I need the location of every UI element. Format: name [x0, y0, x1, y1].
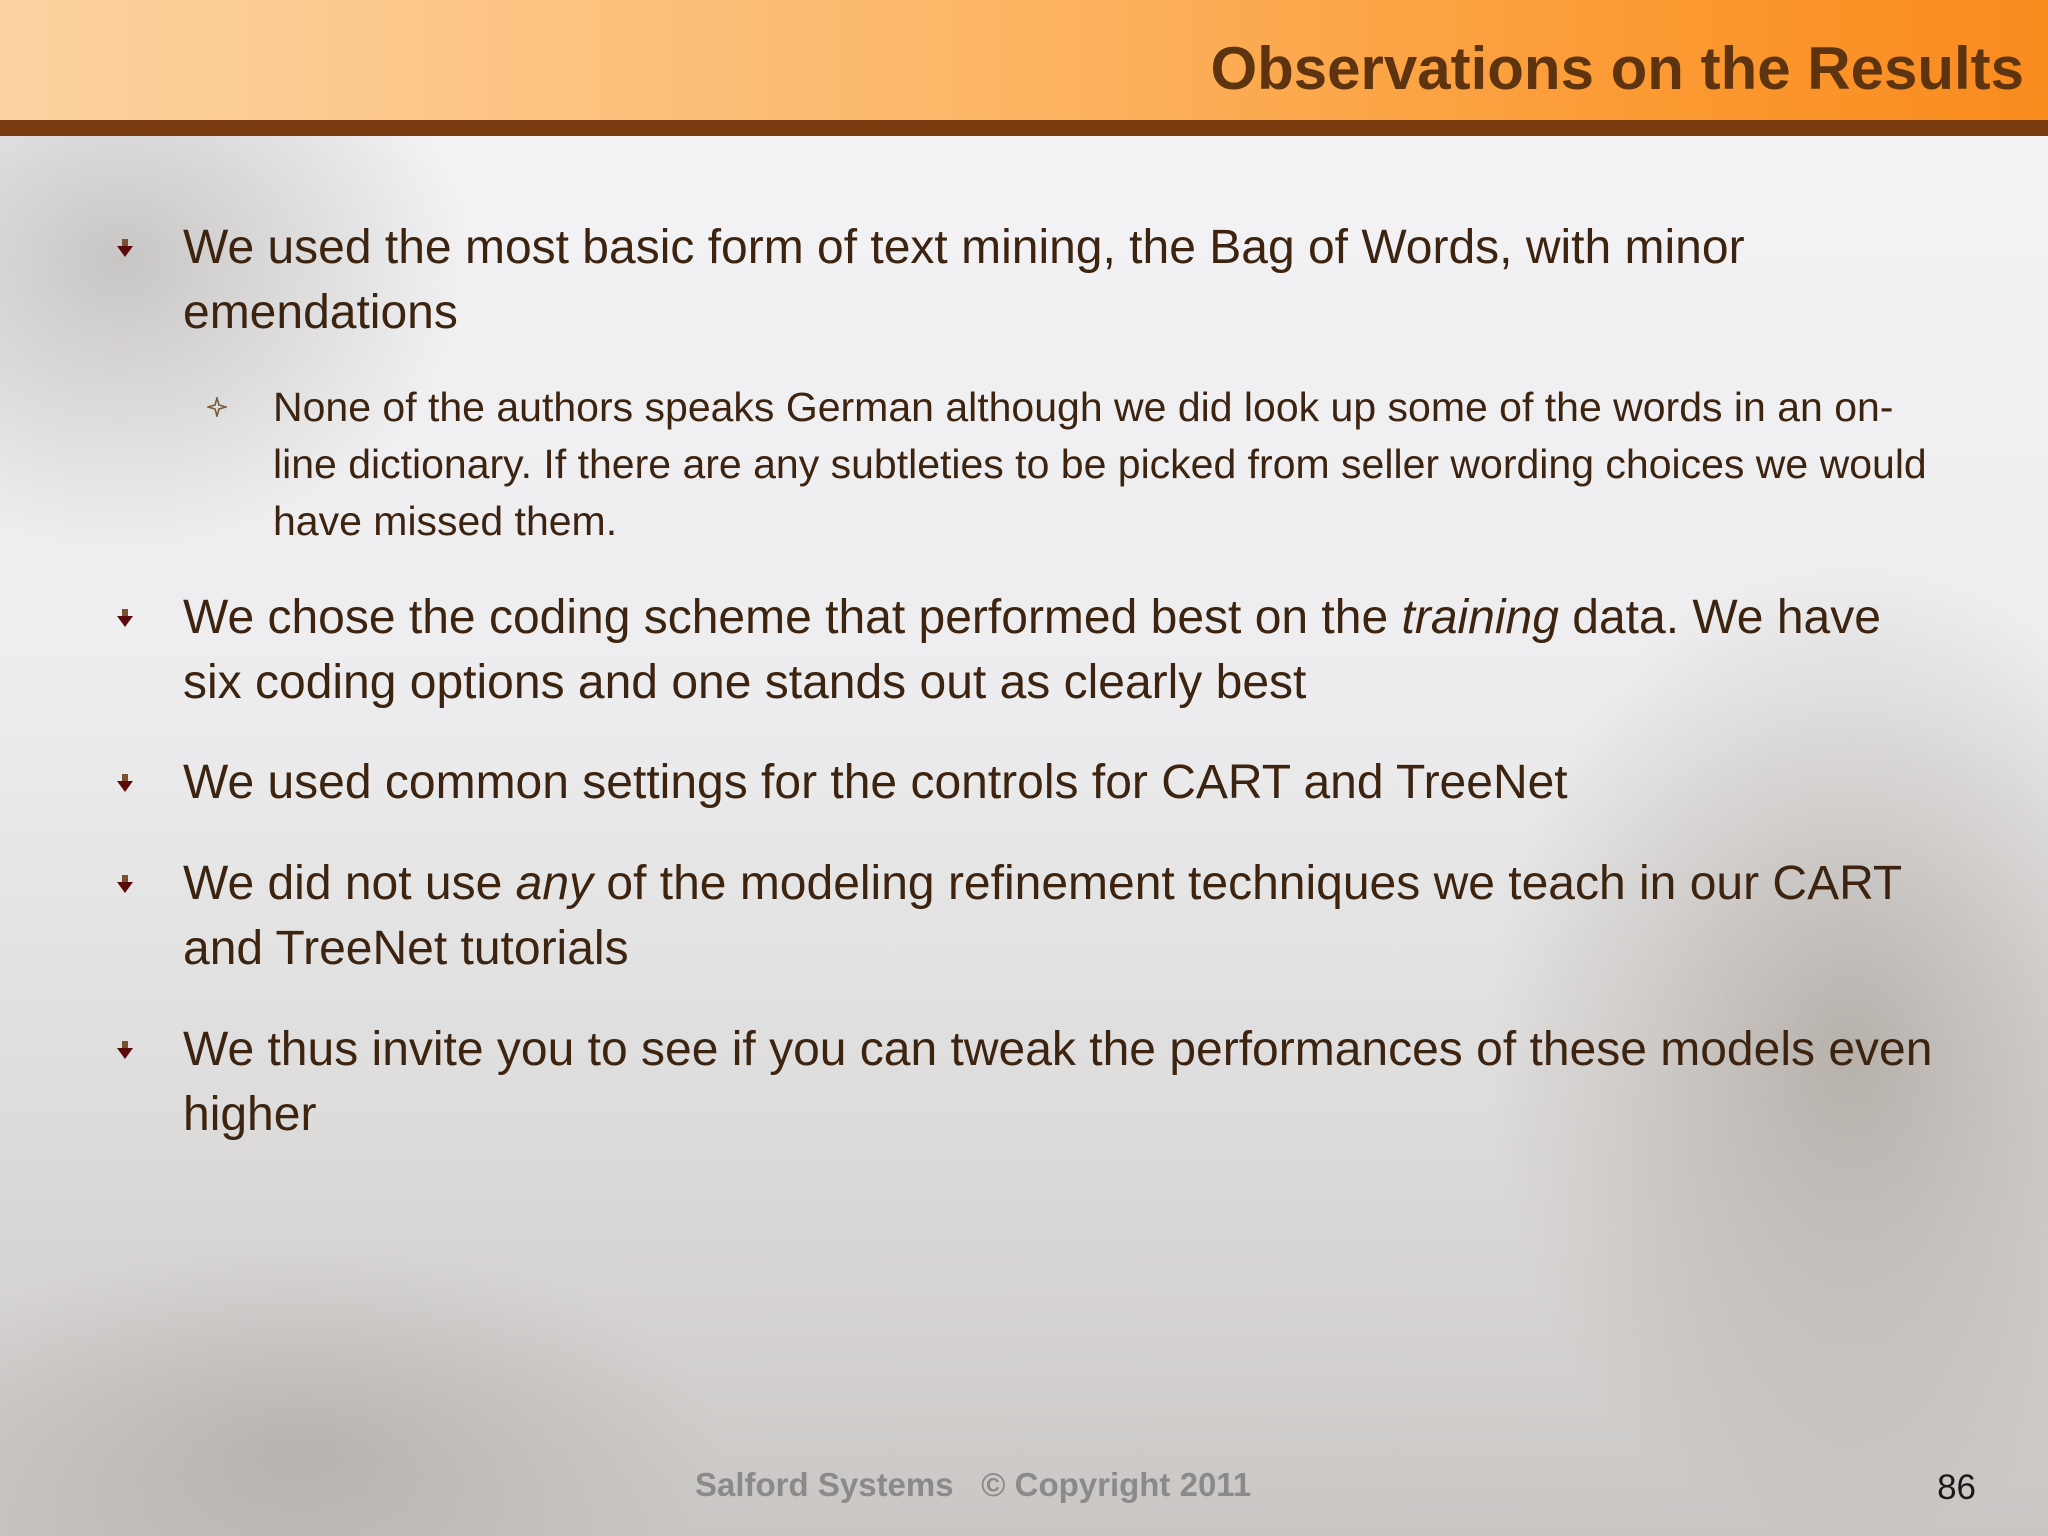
- slide-footer: [695, 1466, 1251, 1504]
- bullet-emphasis: any: [515, 857, 594, 910]
- bullet-emphasis: training: [1401, 591, 1559, 644]
- title-rule: [0, 120, 2048, 136]
- bullet-text: We used common settings for the controls for CART and TreeNet: [183, 756, 1568, 809]
- bullet-arrow-icon: [117, 774, 133, 792]
- bullet-text: We used the most basic form of text mining, the Bag of Words, with minor emendations: [183, 221, 1745, 339]
- slide-title: Observations on the Results: [1210, 35, 2024, 102]
- bullet-item: [183, 750, 1943, 815]
- bullet-text-part: We chose the coding scheme that performed best on the: [183, 591, 1402, 644]
- bullet-item: [183, 215, 1943, 345]
- bullet-item: [183, 1017, 1943, 1147]
- sub-bullet-item: [273, 379, 1953, 550]
- bullet-text-part: of the modeling refinement techniques we teach in our CART and TreeNet tutorials: [183, 857, 1902, 975]
- bullet-text: We thus invite you to see if you can tweak the performances of these models even higher: [183, 1023, 1933, 1141]
- bullet-arrow-icon: [117, 875, 133, 893]
- footer-company: Salford Systems: [695, 1466, 954, 1503]
- bullet-text-part: We did not use: [183, 857, 516, 910]
- bullet-arrow-icon: [117, 1041, 133, 1059]
- bullet-arrow-icon: [117, 609, 133, 627]
- sub-bullet-text: None of the authors speaks German although we did look up some of the words in an on-line dictionary. If there are any subtleties to be picked from seller wording choices we would have missed them.: [273, 384, 1927, 544]
- bullet-item: [183, 851, 1943, 981]
- four-point-star-icon: [207, 397, 227, 417]
- bullet-text-part: data. We have six coding options and one stands out as clearly best: [183, 591, 1881, 709]
- footer-copyright: © Copyright 2011: [981, 1466, 1252, 1503]
- page-number: 86: [1937, 1468, 1976, 1507]
- bullet-item: [183, 585, 1943, 715]
- bullet-arrow-icon: [117, 239, 133, 257]
